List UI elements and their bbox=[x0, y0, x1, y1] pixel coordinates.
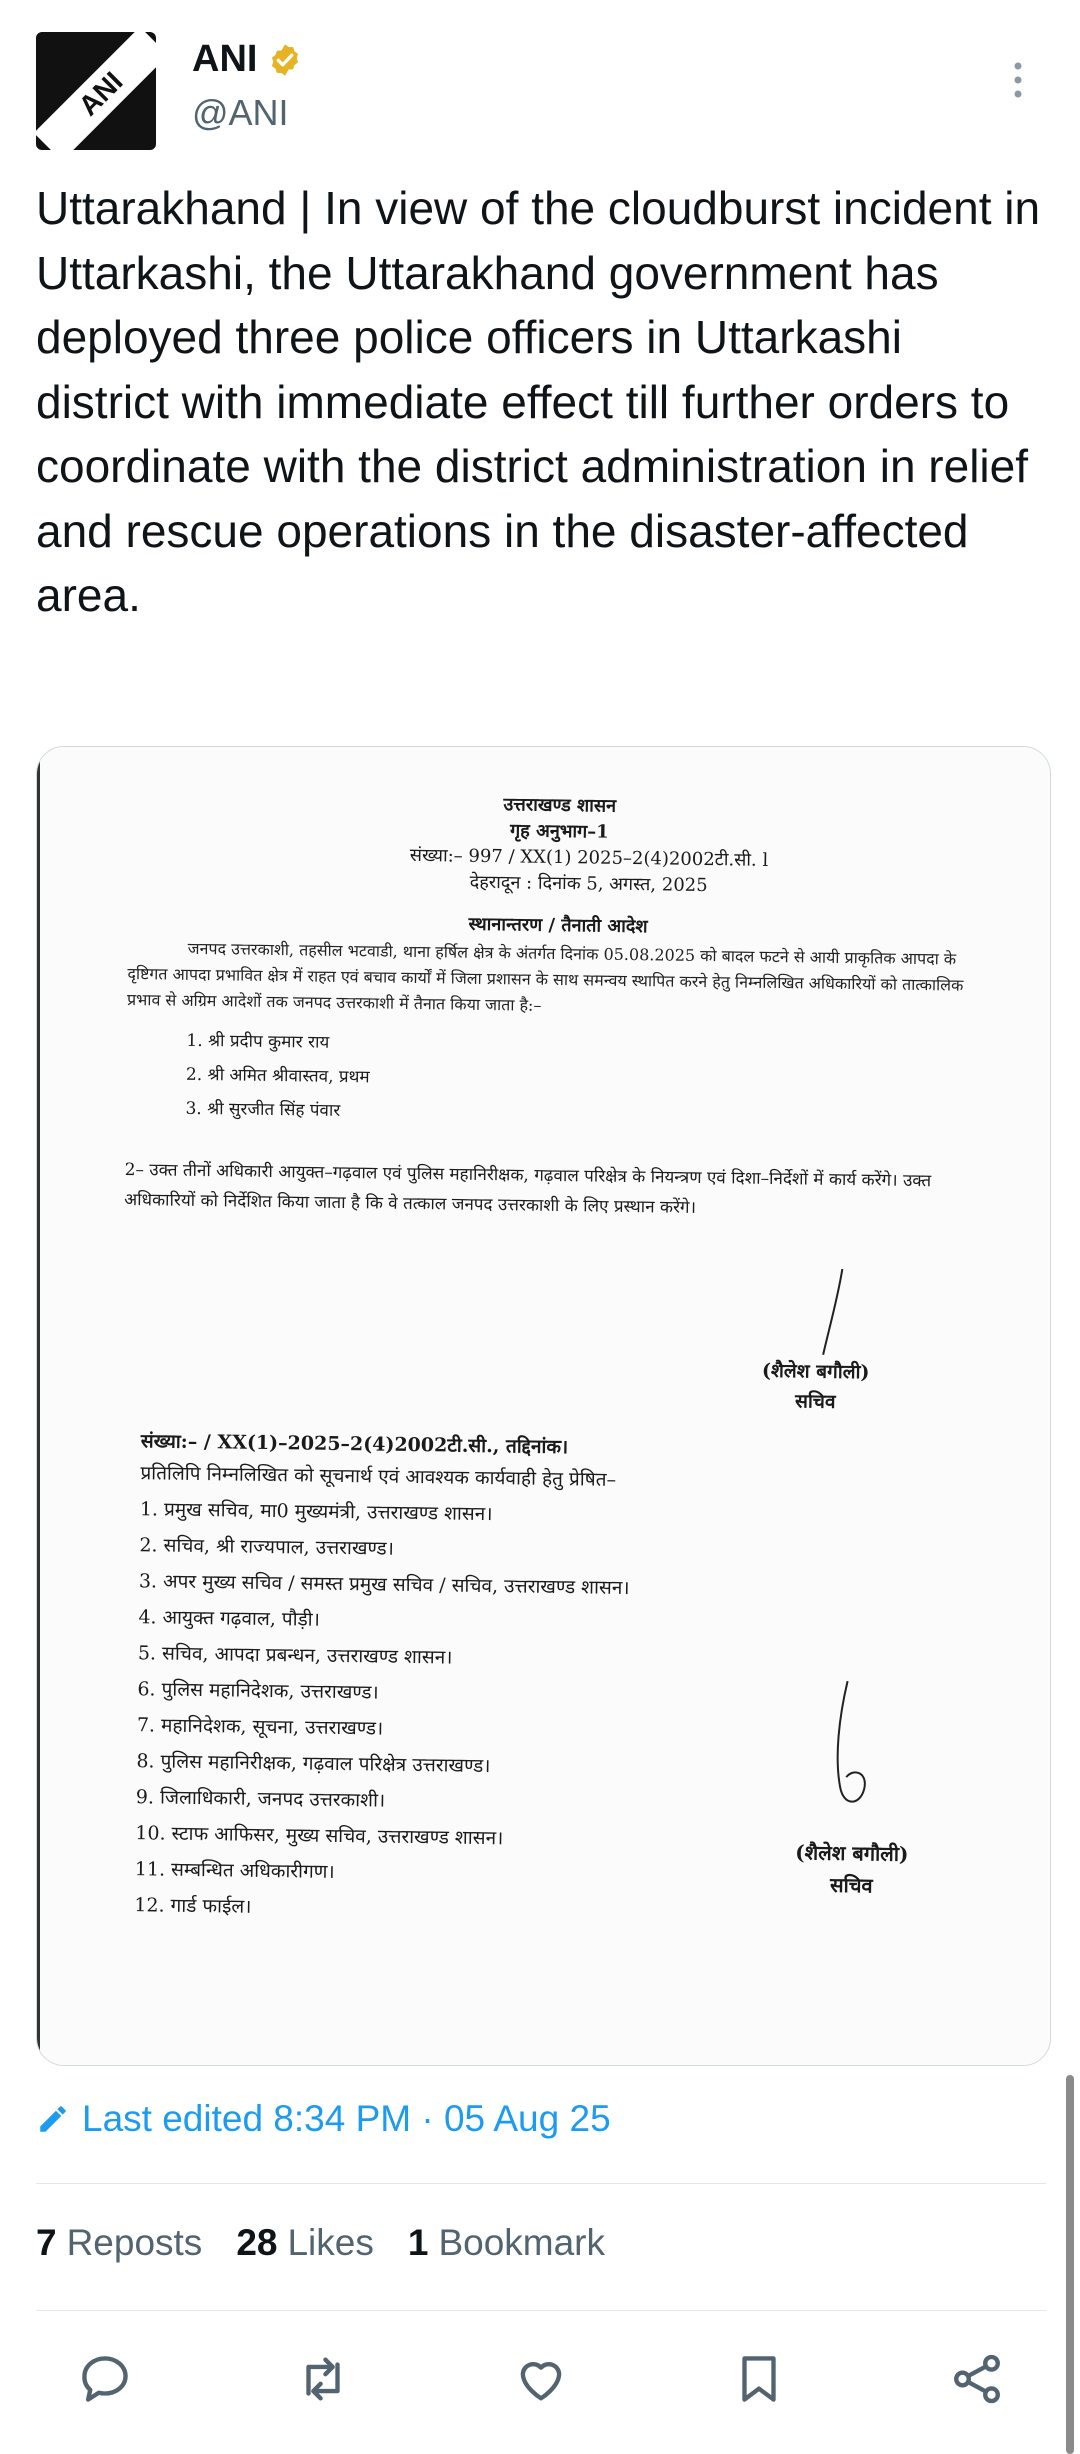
doc-copy-item: 7. महानिदेशक, सूचना, उत्तराखण्ड। bbox=[136, 1714, 384, 1740]
signatory-title: सचिव bbox=[829, 1872, 873, 1898]
doc-signatory-1 bbox=[761, 1356, 869, 1417]
doc-date: देहरादून : दिनांक 5, अगस्त, 2025 bbox=[469, 871, 708, 897]
doc-copy-item: 10. स्टाफ आफिसर, मुख्य सचिव, उत्तराखण्ड शासन। bbox=[135, 1822, 504, 1850]
bookmarks-stat[interactable] bbox=[408, 2222, 605, 2264]
divider bbox=[36, 2183, 1046, 2184]
reposts-count: 7 bbox=[36, 2222, 57, 2263]
bookmark-icon[interactable] bbox=[730, 2350, 788, 2408]
signatory-title: सचिव bbox=[794, 1390, 836, 1413]
doc-copy-item: 6. पुलिस महानिदेशक, उत्तराखण्ड। bbox=[137, 1678, 379, 1704]
likes-label: Likes bbox=[287, 2222, 374, 2263]
doc-copy-item: 4. आयुक्त गढ़वाल, पौड़ी। bbox=[138, 1606, 321, 1631]
doc-copy-item: 5. सचिव, आपदा प्रबन्धन, उत्तराखण्ड शासन। bbox=[137, 1642, 453, 1669]
signature-mark bbox=[817, 1267, 848, 1357]
doc-copy-item: 8. पुलिस महानिरीक्षक, गढ़वाल परिक्षेत्र उत्तराखण्ड। bbox=[136, 1750, 491, 1778]
tweet-text: Uttarakhand | In view of the cloudburst incident in Uttarkashi, the Uttarakhand government has deployed three police officers in Uttarkashi district with immediate effect till further orders to coordinate with the district administration in relief and rescue operations in the disaster-affected area. bbox=[36, 182, 1041, 621]
doc-copy-intro: प्रतिलिपि निम्नलिखित को सूचनार्थ एवं आवश्यक कार्यवाही हेतु प्रेषित– bbox=[140, 1462, 617, 1491]
share-icon[interactable] bbox=[948, 2350, 1006, 2408]
reposts-label: Reposts bbox=[66, 2222, 203, 2263]
scrollbar[interactable] bbox=[1066, 2075, 1074, 2454]
repost-icon[interactable] bbox=[294, 2350, 352, 2408]
doc-header-govt: उत्तराखण्ड शासन bbox=[503, 794, 617, 817]
last-edited-label[interactable]: Last edited 8:34 PM · 05 Aug 25 bbox=[82, 2098, 611, 2139]
author-avatar[interactable] bbox=[36, 32, 156, 150]
doc-reference: संख्या:– 997 / XX(1) 2025–2(4)2002टी.सी. l bbox=[409, 844, 769, 871]
doc-copy-item: 1. प्रमुख सचिव, मा0 मुख्यमंत्री, उत्तराखण्ड शासन। bbox=[139, 1498, 493, 1526]
divider bbox=[36, 2310, 1046, 2311]
document-paper bbox=[37, 747, 1050, 2065]
signatory-name: (शैलेश बगौली) bbox=[761, 1359, 870, 1384]
likes-stat[interactable] bbox=[236, 2222, 374, 2264]
document-content bbox=[113, 787, 990, 2049]
doc-copy-item: 11. सम्बन्धित अधिकारीगण। bbox=[134, 1858, 335, 1883]
doc-officer-item: 1. श्री प्रदीप कुमार राय bbox=[186, 1030, 330, 1053]
doc-officer-item: 3. श्री सुरजीत सिंह पंवार bbox=[185, 1098, 341, 1121]
doc-officer-item: 2. श्री अमित श्रीवास्तव, प्रथम bbox=[185, 1064, 370, 1088]
likes-count: 28 bbox=[236, 2222, 278, 2263]
doc-copy-list bbox=[134, 1491, 631, 1930]
edit-icon bbox=[36, 2102, 70, 2136]
signature-mark bbox=[816, 1677, 878, 1818]
attached-document-image[interactable] bbox=[36, 746, 1051, 2066]
last-edited-link[interactable] bbox=[36, 2098, 611, 2140]
doc-copy-item: 3. अपर मुख्य सचिव / समस्त प्रमुख सचिव / सचिव, उत्तराखण्ड शासन। bbox=[138, 1570, 630, 1600]
doc-officers-list bbox=[185, 1024, 986, 1137]
verified-icon bbox=[267, 42, 303, 78]
bookmarks-count: 1 bbox=[407, 2222, 429, 2263]
doc-signatory-2 bbox=[795, 1836, 909, 1902]
signatory-name: (शैलेश बगौली) bbox=[795, 1840, 909, 1866]
doc-copy-item: 9. जिलाधिकारी, जनपद उत्तरकाशी। bbox=[135, 1786, 386, 1812]
avatar-logo-text: ANI bbox=[36, 32, 156, 150]
author-name[interactable]: ANI bbox=[192, 38, 258, 80]
more-icon[interactable] bbox=[1008, 60, 1028, 100]
like-icon[interactable] bbox=[512, 2350, 570, 2408]
doc-copy-item: 12. गार्ड फाईल। bbox=[134, 1894, 252, 1918]
bookmarks-label: Bookmark bbox=[438, 2222, 605, 2263]
engagement-stats bbox=[36, 2222, 605, 2264]
author-handle[interactable]: @ANI bbox=[192, 92, 289, 133]
reposts-stat[interactable] bbox=[36, 2222, 202, 2264]
reply-icon[interactable] bbox=[76, 2350, 134, 2408]
doc-paragraph-2: 2– उक्त तीनों अधिकारी आयुक्त–गढ़वाल एवं पुलिस महानिरीक्षक, गढ़वाल परिक्षेत्र के नियन्त्रण एवं दिशा–निर्देशों में कार्य करेंगे। उक्त अधिकारियों को निर्देशित किया जाता है कि वे तत्काल जनपद उत्तरकाशी के लिए प्रस्थान करेंगे। bbox=[124, 1159, 932, 1218]
doc-paragraph-1: जनपद उत्तरकाशी, तहसील भटवाडी, थाना हर्षिल क्षेत्र के अंतर्गत दिनांक 05.08.2025 को बादल फटने से आयी प्राकृतिक आपदा के दृष्टिगत आपदा प्रभावित क्षेत्र में राहत एवं बचाव कार्यों में जिला प्रशासन के साथ समन्वय स्थापित करने हेतु निम्नलिखित अधिकारियों को तात्कालिक प्रभाव से अग्रिम आदेशों तक जनपद उत्तरकाशी में तैनात किया जाता है:– bbox=[126, 938, 964, 1015]
doc-copy-reference: संख्या:– / XX(1)–2025–2(4)2002टी.सी., तद्दिनांक। bbox=[140, 1430, 569, 1459]
author-name-row[interactable] bbox=[192, 38, 303, 81]
doc-heading: स्थानान्तरण / तैनाती आदेश bbox=[468, 913, 648, 938]
action-bar bbox=[36, 2350, 1046, 2408]
doc-copy-item: 2. सचिव, श्री राज्यपाल, उत्तराखण्ड। bbox=[139, 1534, 395, 1560]
doc-header-dept: गृह अनुभाग–1 bbox=[509, 820, 609, 843]
